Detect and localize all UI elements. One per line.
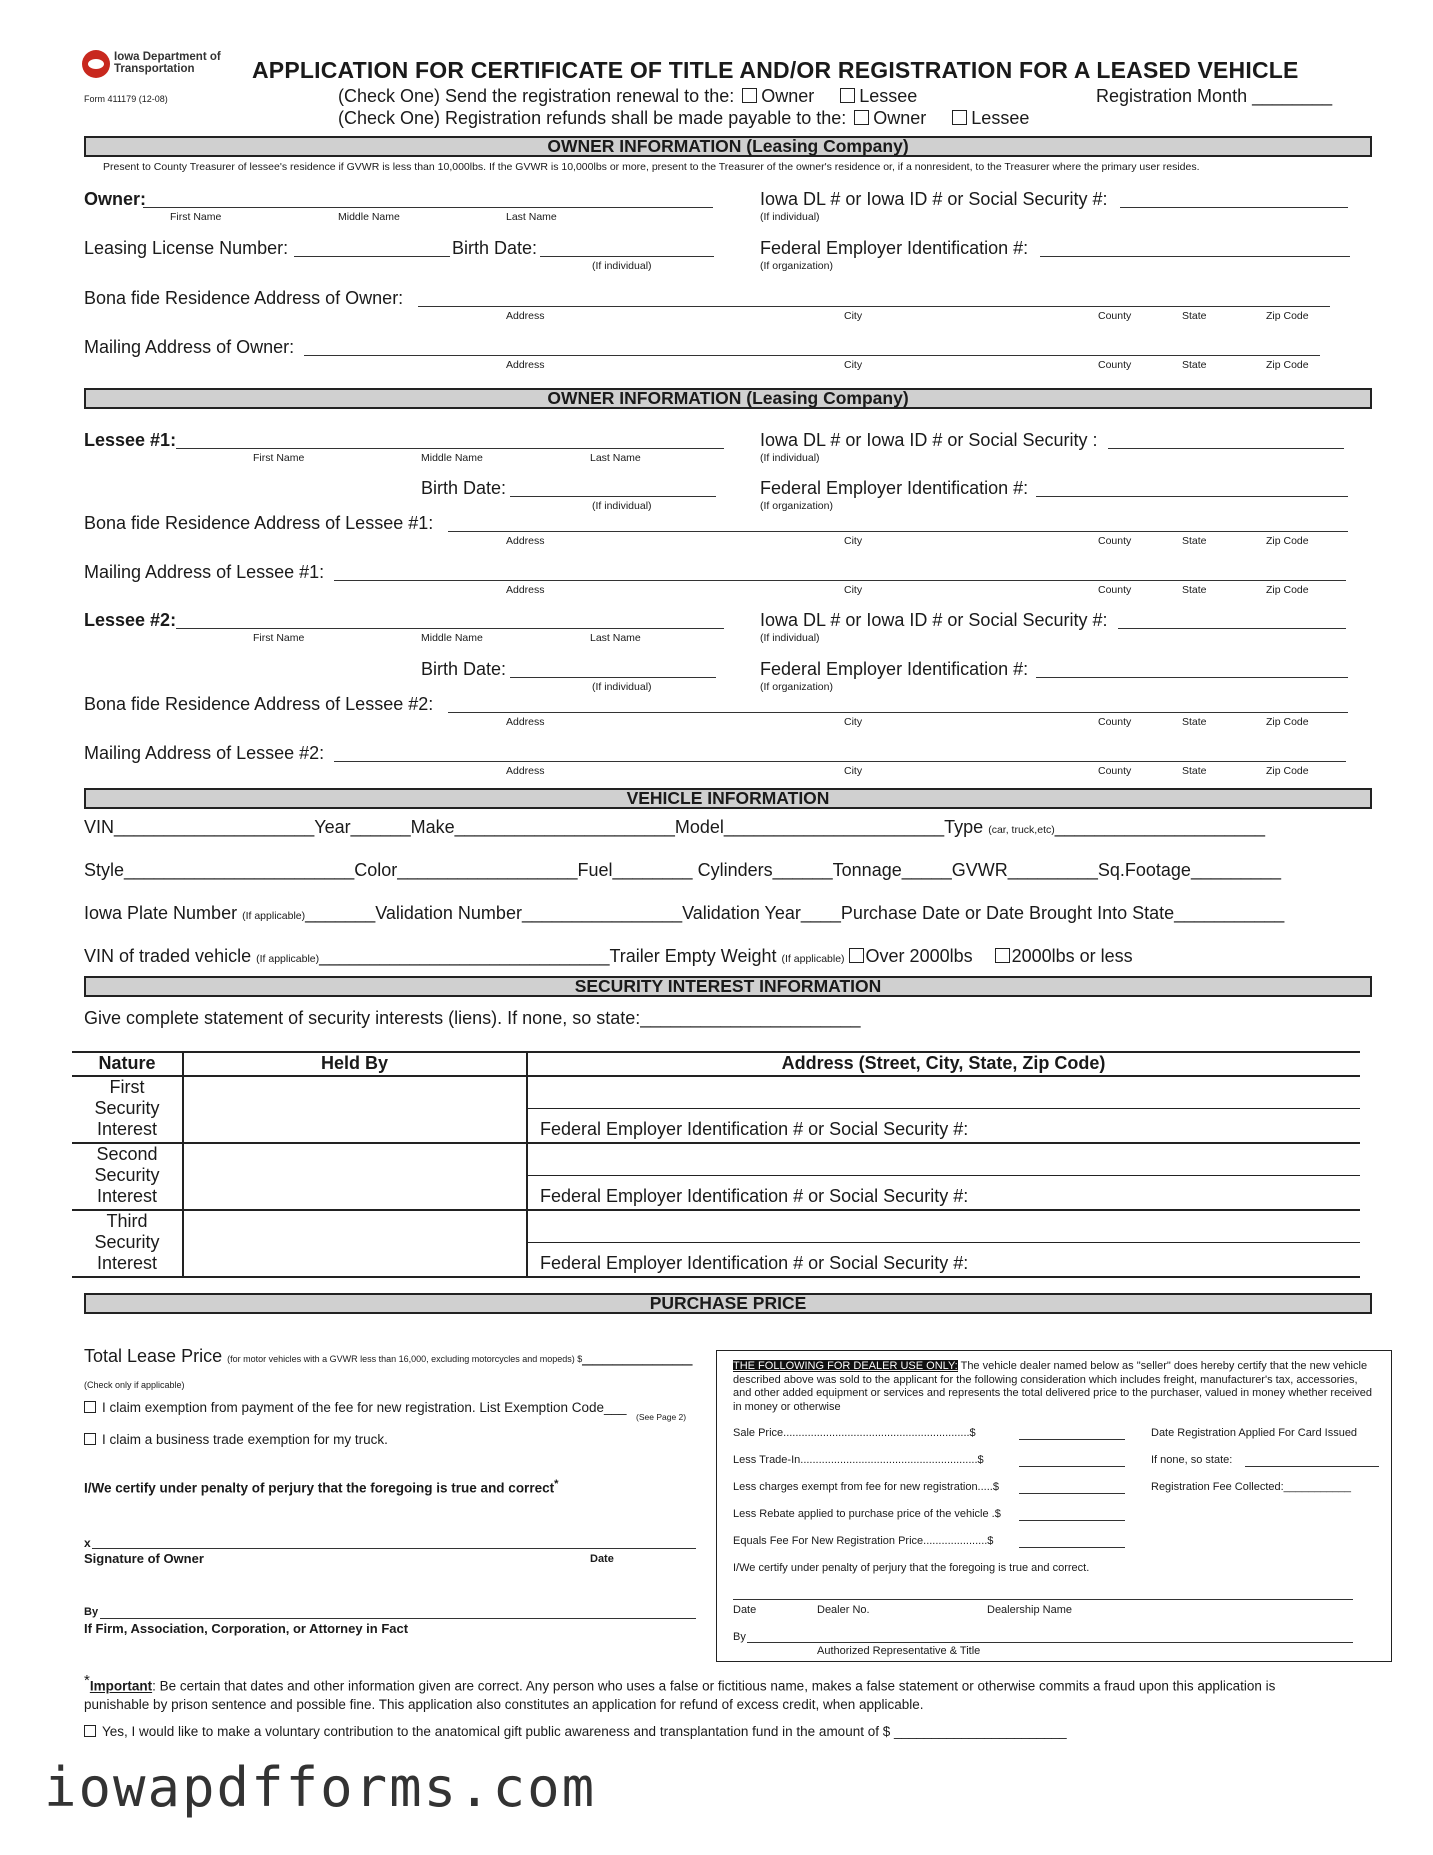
section-security-info: SECURITY INTEREST INFORMATION	[84, 976, 1372, 997]
business-trade-checkbox[interactable]	[84, 1433, 96, 1445]
first-security-fein[interactable]: Federal Employer Identification # or Social Security #:	[540, 1119, 969, 1139]
second-security-label: Second Security Interest	[94, 1144, 160, 1206]
vehicle-row-2[interactable]: Style_______________________Color__________________Fuel________ Cylinders______Tonnage_____GVWR_________Sq.Footage_________	[84, 860, 1282, 880]
lessee1-name-field[interactable]	[176, 448, 724, 449]
rebate-field[interactable]	[1019, 1520, 1125, 1521]
vehicle-row-1[interactable]: VIN____________________Year______Make______________________Model______________________Type (car, truck,etc)_____________________	[84, 817, 1265, 837]
watermark: iowapdfforms.com	[44, 1756, 597, 1819]
important-notice: *Important: Be certain that dates and other information given are correct. Any person who uses a false or fictitious name, makes a false statement or otherwise commits a fraud upon this application is punishable by prison sentence and possible fine. This application also constitutes an application for refund of excess credit, when applicable.	[84, 1672, 1276, 1712]
lessee2-residence-field[interactable]	[448, 712, 1348, 713]
owner-mailing-field[interactable]	[304, 355, 1320, 356]
lessee1-birthdate-field[interactable]	[510, 496, 716, 497]
lessee2-mailing-field[interactable]	[334, 761, 1346, 762]
section-lessee-info: OWNER INFORMATION (Leasing Company)	[84, 388, 1372, 409]
logo-text: Iowa Department of Transportation	[114, 51, 221, 75]
leasing-license-field[interactable]	[294, 256, 450, 257]
owner-residence-field[interactable]	[418, 306, 1330, 307]
section-vehicle-info: VEHICLE INFORMATION	[84, 788, 1372, 809]
refund-check-row: (Check One) Registration refunds shall be made payable to the: Owner Lessee	[338, 108, 1030, 128]
header-address: Address (Street, City, State, Zip Code)	[781, 1053, 1106, 1073]
under-2000-checkbox[interactable]	[995, 948, 1010, 963]
header-nature: Nature	[98, 1053, 156, 1073]
lessee1-dl-field[interactable]	[1108, 448, 1344, 449]
renewal-check-row: (Check One) Send the registration renewal to the: Owner Lessee	[338, 86, 918, 106]
security-statement-field[interactable]: Give complete statement of security interests (liens). If none, so state:______________________	[84, 1008, 861, 1028]
owner-note: Present to County Treasurer of lessee's residence if GVWR is less than 10,000lbs. If the GVWR is 10,000lbs or more, present to the Treasurer of the owner's residence or, if a nonresident, to the Treasurer where the primary user resides.	[103, 161, 1200, 173]
owner-fein-field[interactable]	[1040, 256, 1350, 257]
sale-price-field[interactable]	[1019, 1439, 1125, 1440]
logo-icon	[82, 50, 110, 78]
first-security-label: First Security Interest	[94, 1077, 160, 1139]
exempt-charges-field[interactable]	[1019, 1493, 1125, 1494]
renewal-owner-checkbox[interactable]	[742, 88, 757, 103]
header-held-by: Held By	[320, 1053, 389, 1073]
vehicle-row-4[interactable]: VIN of traded vehicle (If applicable)_____________________________Trailer Empty Weight (If applicable) Over 2000lbs 2000lbs or less	[84, 946, 1133, 966]
renewal-lessee-checkbox[interactable]	[840, 88, 855, 103]
date-registration-applied[interactable]: Date Registration Applied For Card Issued	[1151, 1427, 1358, 1439]
page-title: APPLICATION FOR CERTIFICATE OF TITLE AND/OR REGISTRATION FOR A LEASED VEHICLE	[252, 57, 1299, 83]
second-security-fein[interactable]: Federal Employer Identification # or Social Security #:	[540, 1186, 969, 1206]
lessee2-dl-field[interactable]	[1118, 628, 1346, 629]
certify-statement: I/We certify under penalty of perjury that the foregoing is true and correct*	[84, 1478, 559, 1496]
iowa-dot-logo	[82, 50, 222, 82]
anatomical-gift-contribution[interactable]: Yes, I would like to make a voluntary contribution to the anatomical gift public awareness and transplantation fund in the amount of $ _______________________	[84, 1724, 1067, 1739]
dealer-signature-field[interactable]	[747, 1642, 1353, 1643]
trade-in-field[interactable]	[1019, 1466, 1125, 1467]
third-security-fein[interactable]: Federal Employer Identification # or Social Security #:	[540, 1253, 969, 1273]
third-security-label: Third Security Interest	[94, 1211, 160, 1273]
if-none-field[interactable]	[1245, 1466, 1379, 1467]
lessee2-name-field[interactable]	[176, 628, 724, 629]
registration-month-field[interactable]: Registration Month ________	[1096, 86, 1333, 106]
dealer-use-box: THE FOLLOWING FOR DEALER USE ONLY: The vehicle dealer named below as "seller" does hereby certify that the new vehicle described above was sold to the applicant for the following consideration which includes freight, manufacturer's tax, accessories, and other added equipment or services and represents the total delivered price to the purchaser, valued in money whether received in money or otherwise Sale Price.............................................................$ Less Trade-In..........................................................$ Less charges exempt from fee for new registration.....$ Less Rebate applied to purchase price of the vehicle .$ Equals Fee For New Registration Price.....................$ Date Registration Applied For Card Issued If none, so state: Registration Fee Collected:___________ I/We certify under penalty of perjury that the foregoing is true and correct. Date Dealer No. Dealership Name By Authorized Representative & Title	[716, 1350, 1392, 1662]
owner-birthdate-field[interactable]	[540, 256, 714, 257]
owner-name-field[interactable]	[143, 207, 713, 208]
lessee2-fein-field[interactable]	[1036, 677, 1348, 678]
section-owner-info: OWNER INFORMATION (Leasing Company)	[84, 136, 1372, 157]
firm-signature-field[interactable]	[100, 1618, 696, 1619]
total-lease-price[interactable]: Total Lease Price (for motor vehicles with a GVWR less than 16,000, excluding motorcycles and mopeds) $___________	[84, 1346, 693, 1366]
section-purchase-price: PURCHASE PRICE	[84, 1293, 1372, 1314]
anatomical-gift-checkbox[interactable]	[84, 1725, 96, 1737]
dealer-info-field[interactable]	[733, 1599, 1353, 1600]
lessee1-mailing-field[interactable]	[334, 580, 1346, 581]
lessee2-birthdate-field[interactable]	[510, 677, 716, 678]
refund-owner-checkbox[interactable]	[854, 110, 869, 125]
owner-signature-field[interactable]	[92, 1548, 696, 1549]
refund-lessee-checkbox[interactable]	[952, 110, 967, 125]
exemption-checkbox[interactable]	[84, 1401, 96, 1413]
over-2000-checkbox[interactable]	[849, 948, 864, 963]
lessee1-fein-field[interactable]	[1036, 496, 1348, 497]
lessee1-residence-field[interactable]	[448, 531, 1348, 532]
business-trade-claim[interactable]: I claim a business trade exemption for my truck.	[84, 1432, 388, 1447]
new-reg-fee-field[interactable]	[1019, 1547, 1125, 1548]
vehicle-row-3[interactable]: Iowa Plate Number (If applicable)_______Validation Number________________Validation Year____Purchase Date or Date Brought Into State___________	[84, 903, 1285, 923]
form-number: Form 411179 (12-08)	[84, 94, 168, 104]
owner-label: Owner:	[84, 189, 147, 209]
owner-dl-field[interactable]	[1120, 207, 1348, 208]
registration-fee-collected[interactable]: Registration Fee Collected:___________	[1151, 1481, 1351, 1493]
exemption-claim[interactable]: I claim exemption from payment of the fee for new registration. List Exemption Code___	[84, 1400, 627, 1415]
